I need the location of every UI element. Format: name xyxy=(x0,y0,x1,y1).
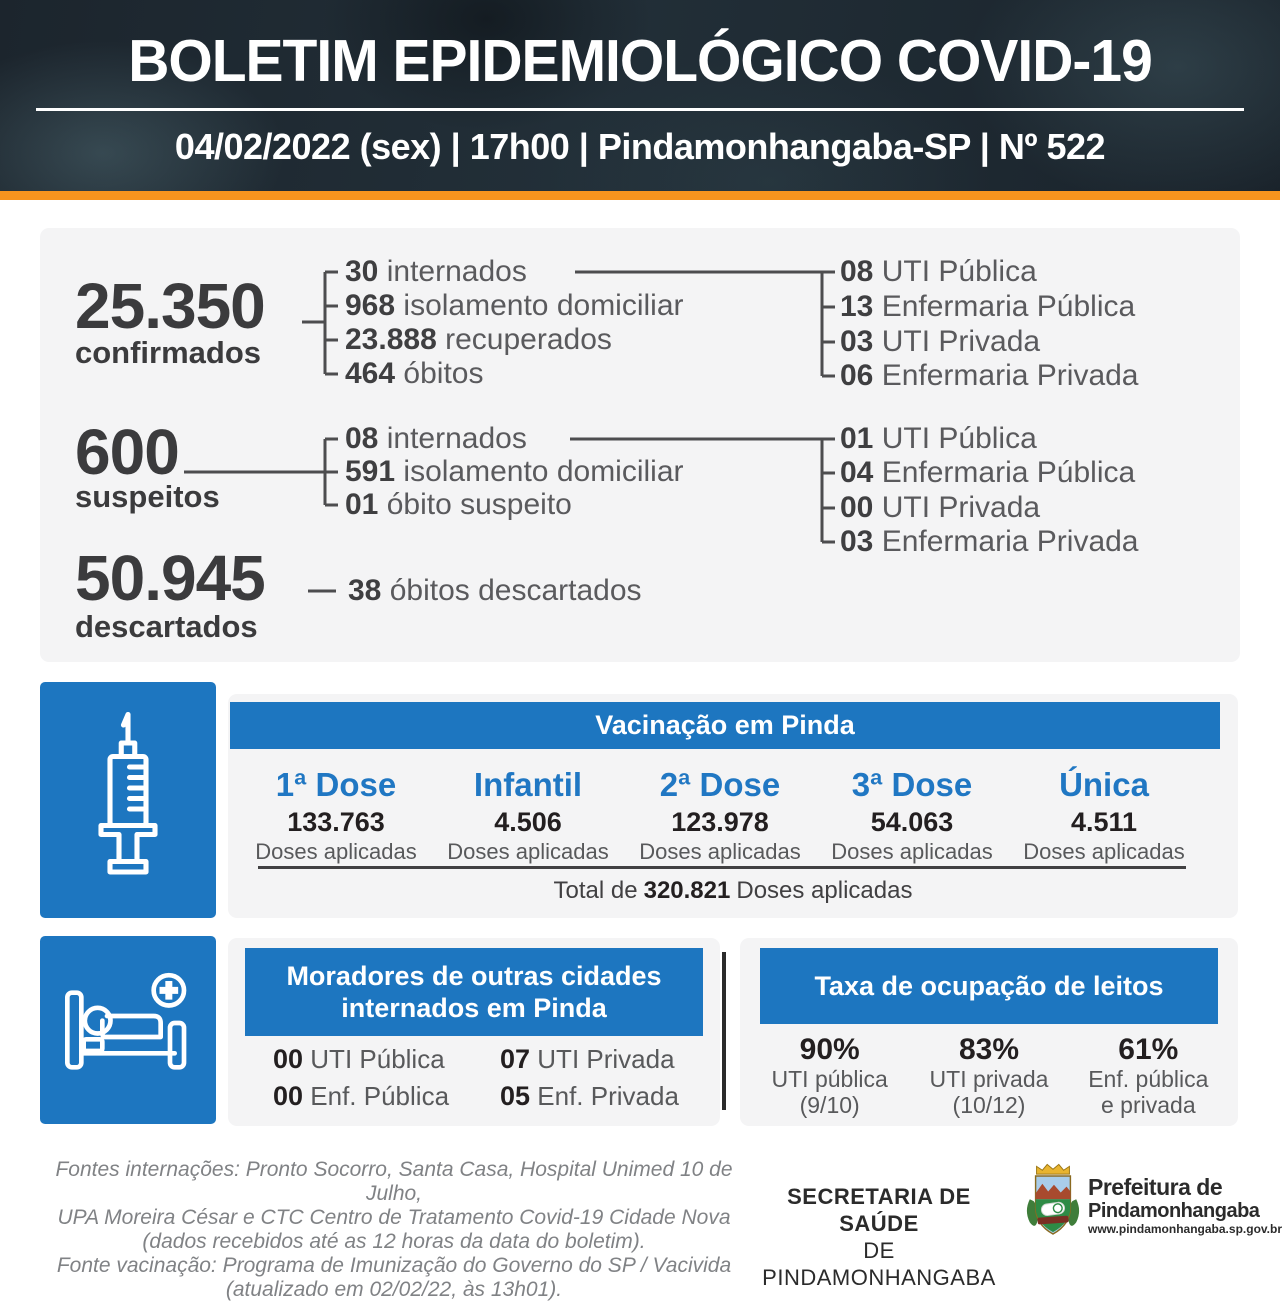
occupancy-detail: e privada xyxy=(1101,1092,1196,1118)
occupancy-value: 83% xyxy=(958,1033,1020,1066)
dose-value: 54.063 xyxy=(870,807,954,837)
dose-column-2 xyxy=(624,766,816,866)
occupancy-detail: (10/12) xyxy=(952,1092,1026,1118)
nonres-enf-privada: 05 Enf. Privada xyxy=(500,1081,679,1111)
dose-column-1 xyxy=(240,766,432,866)
page-subtitle: 04/02/2022 (sex) | 17h00 | Pindamonhangaba-SP | Nº 522 xyxy=(174,126,1106,167)
vaccination-total-line: Total de 320.821 Doses aplicadas xyxy=(553,877,913,904)
logo-website: www.pindamonhangaba.sp.gov.br xyxy=(1088,1222,1282,1236)
cases-panel xyxy=(40,228,1240,662)
occupancy-label: UTI privada xyxy=(929,1066,1049,1092)
secretary-line2: DE PINDAMONHANGABA xyxy=(762,1238,996,1290)
dose-sub-label: Doses aplicadas xyxy=(1023,839,1185,864)
nonres-uti-privada: 07 UTI Privada xyxy=(500,1044,675,1074)
suspected-obito-row: 01 óbito suspeito xyxy=(345,488,572,521)
occupancy-enfermaria xyxy=(1069,1034,1228,1118)
occupancy-uti-publica xyxy=(750,1034,909,1118)
source-line: (dados recebidos até as 12 horas da data do boletim). xyxy=(142,1230,646,1253)
bottom-panels-divider xyxy=(722,952,726,1110)
medical-cross-icon xyxy=(160,981,179,1000)
header-banner xyxy=(0,0,1280,191)
occupancy-label: Enf. pública xyxy=(1088,1066,1209,1092)
dose-sub-label: Doses aplicadas xyxy=(255,839,417,864)
non-residents-panel xyxy=(228,938,720,1126)
suspected-enfermaria-publica-row: 04 Enfermaria Pública xyxy=(840,456,1136,489)
occupancy-value: 61% xyxy=(1118,1033,1179,1066)
source-line: UPA Moreira César e CTC Centro de Tratamento Covid-19 Cidade Nova xyxy=(57,1206,731,1229)
dose-label: 1ª Dose xyxy=(275,766,397,803)
secretary-line1: SECRETARIA DE SAÚDE xyxy=(787,1184,971,1236)
nonres-enf-publica: 00 Enf. Pública xyxy=(273,1081,450,1111)
dose-sub-label: Doses aplicadas xyxy=(447,839,609,864)
occupancy-value: 90% xyxy=(799,1033,860,1066)
nonres-uti-publica: 00 UTI Pública xyxy=(273,1044,445,1074)
page-title: BOLETIM EPIDEMIOLÓGICO COVID-19 xyxy=(128,27,1152,95)
data-sources-note xyxy=(28,1158,760,1302)
confirmed-recuperados-row: 23.888 recuperados xyxy=(345,323,612,356)
vaccination-header: Vacinação em Pinda xyxy=(230,702,1220,749)
confirmed-enfermaria-privada-row: 06 Enfermaria Privada xyxy=(840,359,1139,392)
coat-of-arms-icon xyxy=(1024,1160,1082,1252)
occupancy-columns xyxy=(750,1034,1228,1118)
confirmed-enfermaria-publica-row: 13 Enfermaria Pública xyxy=(840,290,1136,323)
source-line: (atualizado em 02/02/22, às 13h01). xyxy=(225,1278,563,1301)
logo-wordmark xyxy=(1088,1175,1282,1237)
suspected-uti-publica-row: 01 UTI Pública xyxy=(840,422,1037,455)
health-secretary-signature xyxy=(750,1183,1008,1291)
occupancy-detail: (9/10) xyxy=(799,1092,860,1118)
dose-column-unica xyxy=(1008,766,1200,866)
suspected-internados-row: 08 internados xyxy=(345,422,527,455)
suspected-uti-privada-row: 00 UTI Privada xyxy=(840,491,1041,524)
header-divider xyxy=(36,108,1244,111)
hospital-bed-icon xyxy=(58,970,198,1090)
occupancy-panel xyxy=(740,938,1238,1126)
syringe-icon xyxy=(82,710,174,890)
non-residents-header: Moradores de outras cidades internados em Pinda xyxy=(245,948,703,1036)
occupancy-label: UTI pública xyxy=(771,1066,888,1092)
dose-value: 4.506 xyxy=(494,807,562,837)
logo-line2: Pindamonhangaba xyxy=(1088,1200,1260,1222)
dose-label: 3ª Dose xyxy=(851,766,973,803)
suspected-enfermaria-privada-row: 03 Enfermaria Privada xyxy=(840,525,1139,558)
suspected-isolamento-row: 591 isolamento domiciliar xyxy=(345,455,684,488)
suspected-total: 600 xyxy=(75,416,179,488)
dose-label: Infantil xyxy=(473,766,583,803)
dose-value: 123.978 xyxy=(671,807,769,837)
dose-value: 4.511 xyxy=(1070,807,1138,837)
source-line: Fonte vacinação: Programa de Imunização do Governo do SP / Vacivida xyxy=(56,1254,732,1277)
logo-line1: Prefeitura de xyxy=(1088,1174,1223,1200)
vaccination-total-divider xyxy=(258,866,1186,869)
confirmed-internados-row: 30 internados xyxy=(345,255,527,288)
confirmed-isolamento-row: 968 isolamento domiciliar xyxy=(345,289,684,322)
vaccination-panel xyxy=(228,694,1238,918)
dose-column-3 xyxy=(816,766,1008,866)
dose-label: Única xyxy=(1059,766,1149,803)
vaccination-columns xyxy=(240,766,1200,866)
accent-stripe xyxy=(0,191,1280,200)
dose-label: 2ª Dose xyxy=(659,766,781,803)
confirmed-uti-publica-row: 08 UTI Pública xyxy=(840,255,1037,288)
source-line: Fontes internações: Pronto Socorro, Santa Casa, Hospital Unimed 10 de Julho, xyxy=(55,1158,733,1205)
confirmed-total: 25.350 xyxy=(75,270,265,342)
vaccination-tile xyxy=(40,682,216,918)
confirmed-uti-privada-row: 03 UTI Privada xyxy=(840,325,1041,358)
occupancy-uti-privada xyxy=(909,1034,1068,1118)
occupancy-header: Taxa de ocupação de leitos xyxy=(760,948,1218,1024)
confirmed-label: confirmados xyxy=(75,335,262,370)
dose-column-infantil xyxy=(432,766,624,866)
dose-value: 133.763 xyxy=(287,807,385,837)
confirmed-obitos-row: 464 óbitos xyxy=(345,357,484,390)
hospitalization-tile xyxy=(40,936,216,1124)
suspected-label: suspeitos xyxy=(75,479,220,514)
dose-sub-label: Doses aplicadas xyxy=(639,839,801,864)
dose-sub-label: Doses aplicadas xyxy=(831,839,993,864)
discarded-label: descartados xyxy=(75,609,258,644)
discarded-total: 50.945 xyxy=(75,542,265,614)
discarded-obitos-row: 38 óbitos descartados xyxy=(348,574,642,607)
city-hall-logo xyxy=(1024,1158,1282,1254)
